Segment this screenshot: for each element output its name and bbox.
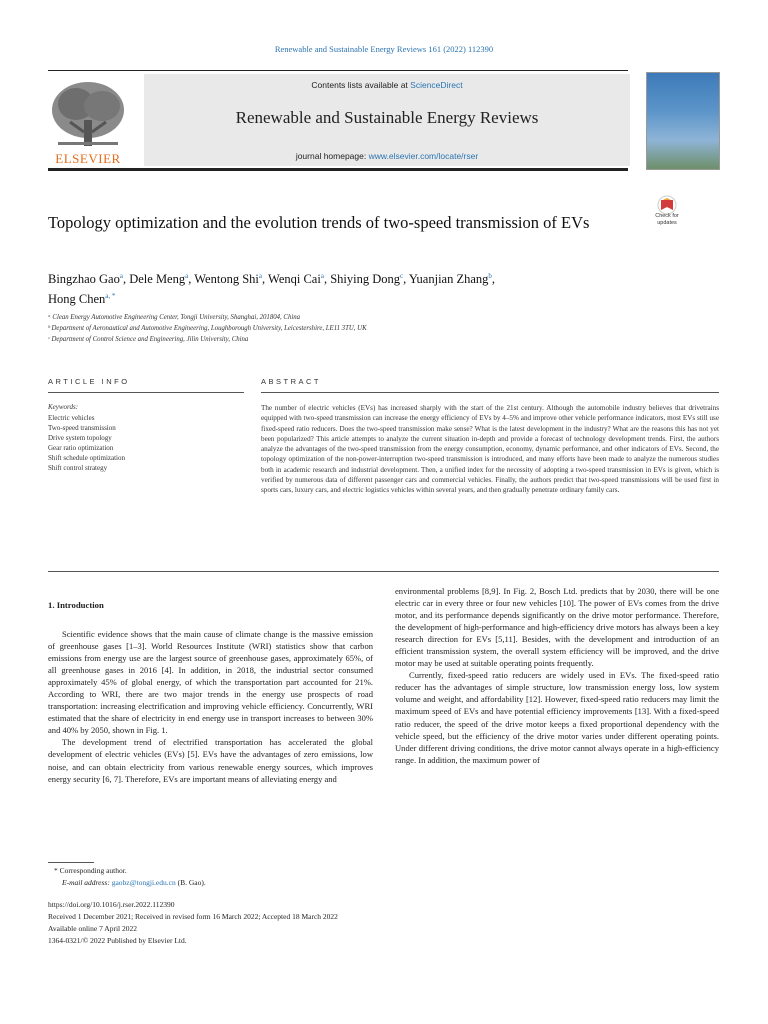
journal-cover-image — [646, 72, 720, 170]
header-rule-bottom — [48, 168, 628, 171]
corresponding-author-note: * Corresponding author. — [54, 866, 127, 875]
article-info-heading: ARTICLE INFO — [48, 377, 130, 386]
keyword-item: Shift control strategy — [48, 464, 108, 472]
article-title: Topology optimization and the evolution trends of two-speed transmission of EVs — [48, 213, 590, 232]
sciencedirect-link[interactable]: ScienceDirect — [410, 80, 463, 90]
footnote-rule — [48, 862, 94, 863]
author-list: Bingzhao Gao$^a$, Dele Meng$^a$, Wentong Shi$^a$, Wenqi Cai$^a$, Shiying Dong$^c$, Yuanjian Zhang$^b$, Hong Chen$^{a, *}$ — [48, 272, 496, 307]
badge-line-1: Check for — [655, 213, 679, 219]
author-affil-mark[interactable]: c — [400, 272, 404, 280]
author-affil-mark[interactable]: b — [488, 272, 492, 280]
author-name[interactable]: Shiying Dong — [330, 272, 400, 287]
email-label: E-mail address: — [62, 878, 112, 887]
author-name[interactable]: Yuanjian Zhang — [408, 272, 489, 287]
author-name[interactable]: Wentong Shi — [194, 272, 259, 287]
email-link[interactable]: gaobz@tongji.edu.cn — [111, 878, 176, 887]
section-heading-introduction: 1. Introduction — [48, 600, 104, 610]
author-name[interactable]: Hong Chen — [48, 292, 106, 307]
homepage-prefix: journal homepage: — [295, 151, 369, 161]
copyright: 1364-0321/© 2022 Published by Elsevier Ltd. — [48, 936, 187, 945]
affiliation-a: ᵃ Clean Energy Automotive Engineering Center, Tongji University, Shanghai, 201804, China — [48, 314, 301, 321]
paragraph: environmental problems [8,9]. In Fig. 2, Bosch Ltd. predicts that by 2030, there will be one electric car in every three or four new vehicles [10]. The power of EVs comes from the drive motor, and its performance depends significantly on the drive motor performance. Therefore, the development of high-performance and high-efficiency drive motors has always been a key research direction for EVs [5,11]. Besides, with the development and introduction of an efficient transmission system, the overall system efficiency will be improved, and the drive motor may be used at suitable operating points frequently. — [395, 586, 719, 669]
header-rule-top — [48, 70, 628, 71]
contents-prefix: Contents lists available at — [311, 80, 411, 90]
author-affil-mark[interactable]: a — [119, 272, 123, 280]
author-name[interactable]: Wenqi Cai — [268, 272, 321, 287]
keyword-item: Gear ratio optimization — [48, 444, 114, 452]
author-affil-mark[interactable]: a — [320, 272, 324, 280]
author-name[interactable]: Bingzhao Gao — [48, 272, 120, 287]
keywords-label: Keywords: — [48, 403, 79, 411]
keyword-item: Two-speed transmission — [48, 424, 116, 432]
email-line — [62, 878, 206, 887]
keyword-item: Drive system topology — [48, 434, 112, 442]
paragraph: Currently, fixed-speed ratio reducers are widely used in EVs. The fixed-speed ratio reducer has the advantages of simple structure, low transmission energy loss, low system volume and weight, and affordability [12]. However, fixed-speed ratio reducers may limit the maximum speed of EVs and have potential efficiency improvements [13]. With a fixed-speed ratio reducer, the speed of the drive motor keeps a fixed proportional dependency with the vehicle speed, but the efficiency of the drive motor varies under different operating points. Under different driving conditions, the drive motor cannot always operate in a high-efficiency range. In addition, the maximum power of — [395, 670, 719, 765]
contents-line — [144, 80, 630, 90]
affiliation-c: ᶜ Department of Control Science and Engineering, Jilin University, China — [48, 336, 249, 343]
homepage-link[interactable]: www.elsevier.com/locate/rser — [368, 151, 479, 161]
body-column-right — [395, 585, 719, 766]
journal-citation[interactable]: Renewable and Sustainable Energy Reviews 161 (2022) 112390 — [274, 44, 494, 54]
body-column-left — [48, 628, 373, 785]
journal-title: Renewable and Sustainable Energy Reviews — [235, 108, 539, 127]
affiliation-b: ᵇ Department of Aeronautical and Automotive Engineering, Loughborough University, Leicestershire, LE11 3TU, UK — [48, 325, 367, 332]
abstract-heading: ABSTRACT — [261, 377, 322, 386]
article-info-rule — [48, 392, 244, 393]
abstract-rule-bottom — [48, 571, 719, 572]
homepage-line — [144, 151, 630, 161]
author-affil-mark[interactable]: a — [185, 272, 189, 280]
badge-line-2: updates — [657, 219, 677, 226]
doi-link[interactable]: https://doi.org/10.1016/j.rser.2022.112390 — [48, 900, 175, 909]
available-online: Available online 7 April 2022 — [48, 924, 138, 933]
author-affil-mark[interactable]: a — [258, 272, 262, 280]
elsevier-wordmark: ELSEVIER — [55, 151, 121, 166]
paragraph: The development trend of electrified transportation has accelerated the global development of electric vehicles (EVs) [5]. EVs have the advantages of zero emissions, low noise, and can obtain electricity from various renewable energy sources, which improves energy security [6, 7]. Therefore, EVs are important means of alleviating energy and — [48, 737, 373, 784]
check-for-updates-label[interactable] — [640, 213, 694, 226]
email-suffix: (B. Gao). — [175, 878, 206, 887]
abstract-rule-top — [261, 392, 719, 393]
author-affil-mark[interactable]: a, * — [105, 292, 116, 301]
author-name[interactable]: Dele Meng — [129, 272, 186, 287]
paragraph: Scientific evidence shows that the main cause of climate change is the massive emission of greenhouse gases [1–3]. World Resources Institute (WRI) statistics show that carbon emissions from energy use are the largest source of greenhouse gases, approximately 65%, of all greenhouse gases in 2016 [4]. In addition, in 2018, the industrial sector consumed approximately 45% of global energy, of which the transportation part accounted for 21%. According to WRI, there are two major trends in the energy use prospects of road transportation: increasing electrification and improving vehicle efficiency. Concurrently, WRI estimated that the share of electricity in end energy use in transport increases to between 30% and 40% by 2050, shown in Fig. 1. — [48, 629, 373, 736]
keyword-item: Electric vehicles — [48, 414, 95, 422]
abstract-text: The number of electric vehicles (EVs) has increased sharply with the start of the 21st century. Although the automobile industry believes that drivetrains equipped with two-speed transmission can increase the energy efficiency of EVs by 4–5% and improve other vehicle performance indicators, most EVs still use fixed-speed ratio reducers. Does the two-speed transmission make sense? What is the latest development in the industry? What are the reasons this has not yet been popularized? This article attempts to analyze the current situation in-depth and provide a forecast of technology development trends. First, the authors analyze the advantages of the two-speed transmission from the energy consumption, economy, dynamic performance, and other indicators of EVs. Second, the topology optimization of the non-power-interruption two-speed transmission is introduced, and many efforts have been made to analyze the numerous studies both in academic research and industrial development. Then, a unified index for the necessity of adopting a two-speed transmission in EVs is given, which is verified by numerous data of different passenger cars and commercial vehicles. Finally, the authors predict that two-speed transmissions will be used first in sports cars, luxury cars, and electric logistics vehicles within several years, and then gradually penetrate ordinary family cars. — [261, 404, 719, 495]
received-dates: Received 1 December 2021; Received in revised form 16 March 2022; Accepted 18 March 2022 — [48, 912, 338, 921]
keyword-item: Shift schedule optimization — [48, 454, 125, 462]
